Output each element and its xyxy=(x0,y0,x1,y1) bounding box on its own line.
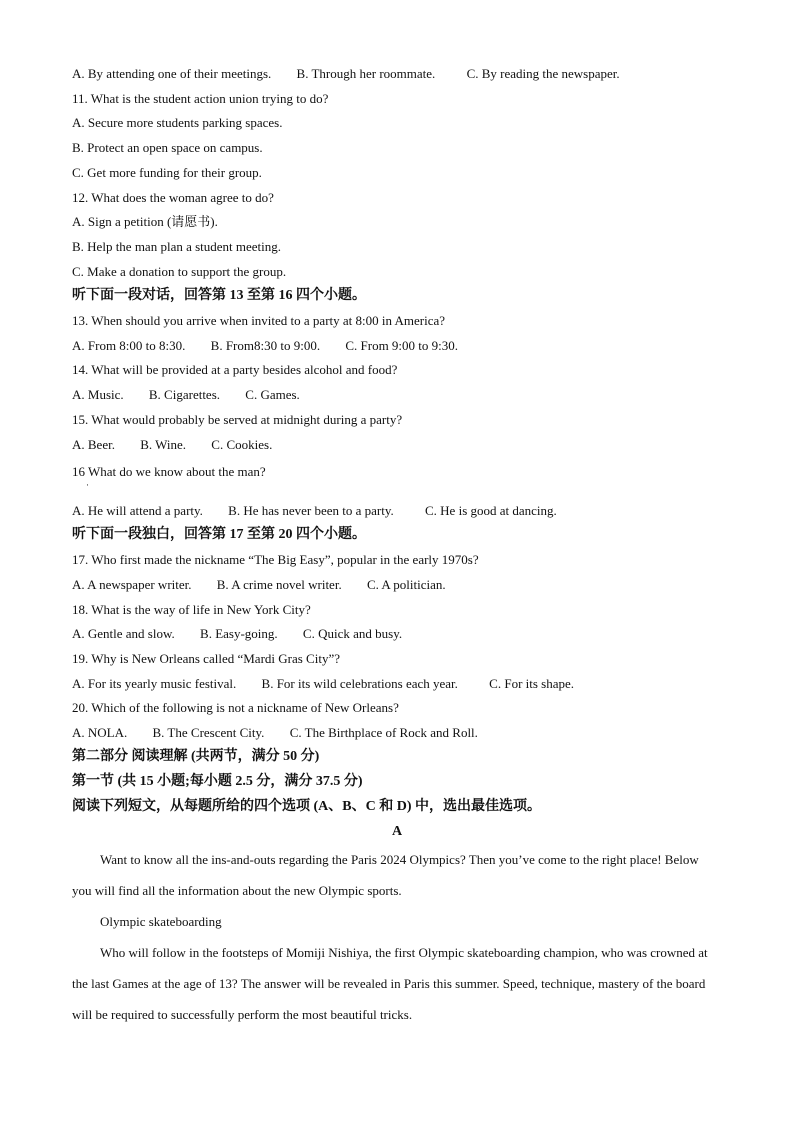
question-14-options xyxy=(72,387,300,403)
option-a: A. By attending one of their meetings. xyxy=(72,66,272,81)
option-a: A. A newspaper writer. xyxy=(72,577,192,592)
option-b: B. Through her roommate. xyxy=(296,66,436,81)
option-c: C. The Birthplace of Rock and Roll. xyxy=(289,725,478,740)
option-c: C. Quick and busy. xyxy=(302,626,403,641)
option-c: C. From 9:00 to 9:30. xyxy=(345,338,459,353)
question-12-option-c: C. Make a donation to support the group. xyxy=(72,264,287,279)
option-c: C. By reading the newspaper. xyxy=(466,66,620,81)
passage-paragraph-2: Who will follow in the footsteps of Momiji Nishiya, the first Olympic skateboarding champion, who was crowned at the last Games at the age of 13? The answer will be revealed in Paris this summer. Speed, technique, mastery of the board will be required to successfully perform the most beautiful tricks. xyxy=(72,945,708,1022)
option-c: C. For its shape. xyxy=(489,676,575,691)
option-a: A. Beer. xyxy=(72,437,115,452)
question-15-options xyxy=(72,437,272,453)
question-19-stem: 19. Why is New Orleans called “Mardi Gras City”? xyxy=(72,651,340,666)
stray-dot-mark: · xyxy=(86,480,89,490)
question-12-option-a: A. Sign a petition (请愿书). xyxy=(72,214,218,229)
question-13-options xyxy=(72,338,458,354)
question-11-option-b: B. Protect an open space on campus. xyxy=(72,140,263,155)
question-16-options xyxy=(72,503,557,519)
question-18-stem: 18. What is the way of life in New York City? xyxy=(72,602,311,617)
part-two-heading: 第二部分 阅读理解 (共两节，满分 50 分) xyxy=(72,749,320,764)
question-20-stem: 20. Which of the following is not a nickname of New Orleans? xyxy=(72,700,399,715)
option-b: B. A crime novel writer. xyxy=(216,577,342,592)
option-a: A. NOLA. xyxy=(72,725,128,740)
option-c: C. Games. xyxy=(245,387,300,402)
question-12-option-b: B. Help the man plan a student meeting. xyxy=(72,239,282,254)
option-c: C. He is good at dancing. xyxy=(425,503,557,518)
passage-label: A xyxy=(391,824,403,839)
option-b: B. Wine. xyxy=(140,437,187,452)
question-18-options xyxy=(72,626,402,642)
question-11-stem: 11. What is the student action union trying to do? xyxy=(72,91,329,106)
question-17-options xyxy=(72,577,446,593)
option-b: B. Cigarettes. xyxy=(148,387,221,402)
listening-heading-13-16: 听下面一段对话，回答第 13 至第 16 四个小题。 xyxy=(72,288,366,303)
option-a: A. From 8:00 to 8:30. xyxy=(72,338,186,353)
question-11-option-a: A. Secure more students parking spaces. xyxy=(72,115,283,130)
reading-instructions: 阅读下列短文，从每题所给的四个选项 (A、B、C 和 D) 中，选出最佳选项。 xyxy=(72,799,541,814)
question-17-stem: 17. Who first made the nickname “The Big Easy”, popular in the early 1970s? xyxy=(72,552,479,567)
question-15-stem: 15. What would probably be served at midnight during a party? xyxy=(72,412,403,427)
option-b: B. He has never been to a party. xyxy=(228,503,394,518)
option-a: A. For its yearly music festival. xyxy=(72,676,237,691)
question-16-stem: 16 What do we know about the man? xyxy=(72,464,266,479)
option-b: B. The Crescent City. xyxy=(152,725,265,740)
question-11-option-c: C. Get more funding for their group. xyxy=(72,165,262,180)
listening-heading-17-20: 听下面一段独白，回答第 17 至第 20 四个小题。 xyxy=(72,527,366,542)
question-10-options xyxy=(72,66,620,82)
passage-subtitle: Olympic skateboarding xyxy=(100,914,222,929)
passage-paragraph-1: Want to know all the ins-and-outs regarding the Paris 2024 Olympics? Then you’ve come to the right place! Below you will find all the information about the new Olympic sports. xyxy=(72,852,699,898)
question-13-stem: 13. When should you arrive when invited to a party at 8:00 in America? xyxy=(72,313,446,328)
question-19-options xyxy=(72,676,574,692)
option-a: A. Gentle and slow. xyxy=(72,626,175,641)
option-c: C. A politician. xyxy=(366,577,446,592)
section-one-heading: 第一节 (共 15 小题;每小题 2.5 分，满分 37.5 分) xyxy=(72,774,363,789)
option-b: B. From8:30 to 9:00. xyxy=(210,338,321,353)
option-b: B. Easy-going. xyxy=(200,626,278,641)
option-a: A. He will attend a party. xyxy=(72,503,203,518)
option-a: A. Music. xyxy=(72,387,124,402)
option-c: C. Cookies. xyxy=(211,437,273,452)
question-20-options xyxy=(72,725,478,741)
question-14-stem: 14. What will be provided at a party besides alcohol and food? xyxy=(72,362,398,377)
question-12-stem: 12. What does the woman agree to do? xyxy=(72,190,274,205)
option-b: B. For its wild celebrations each year. xyxy=(261,676,458,691)
